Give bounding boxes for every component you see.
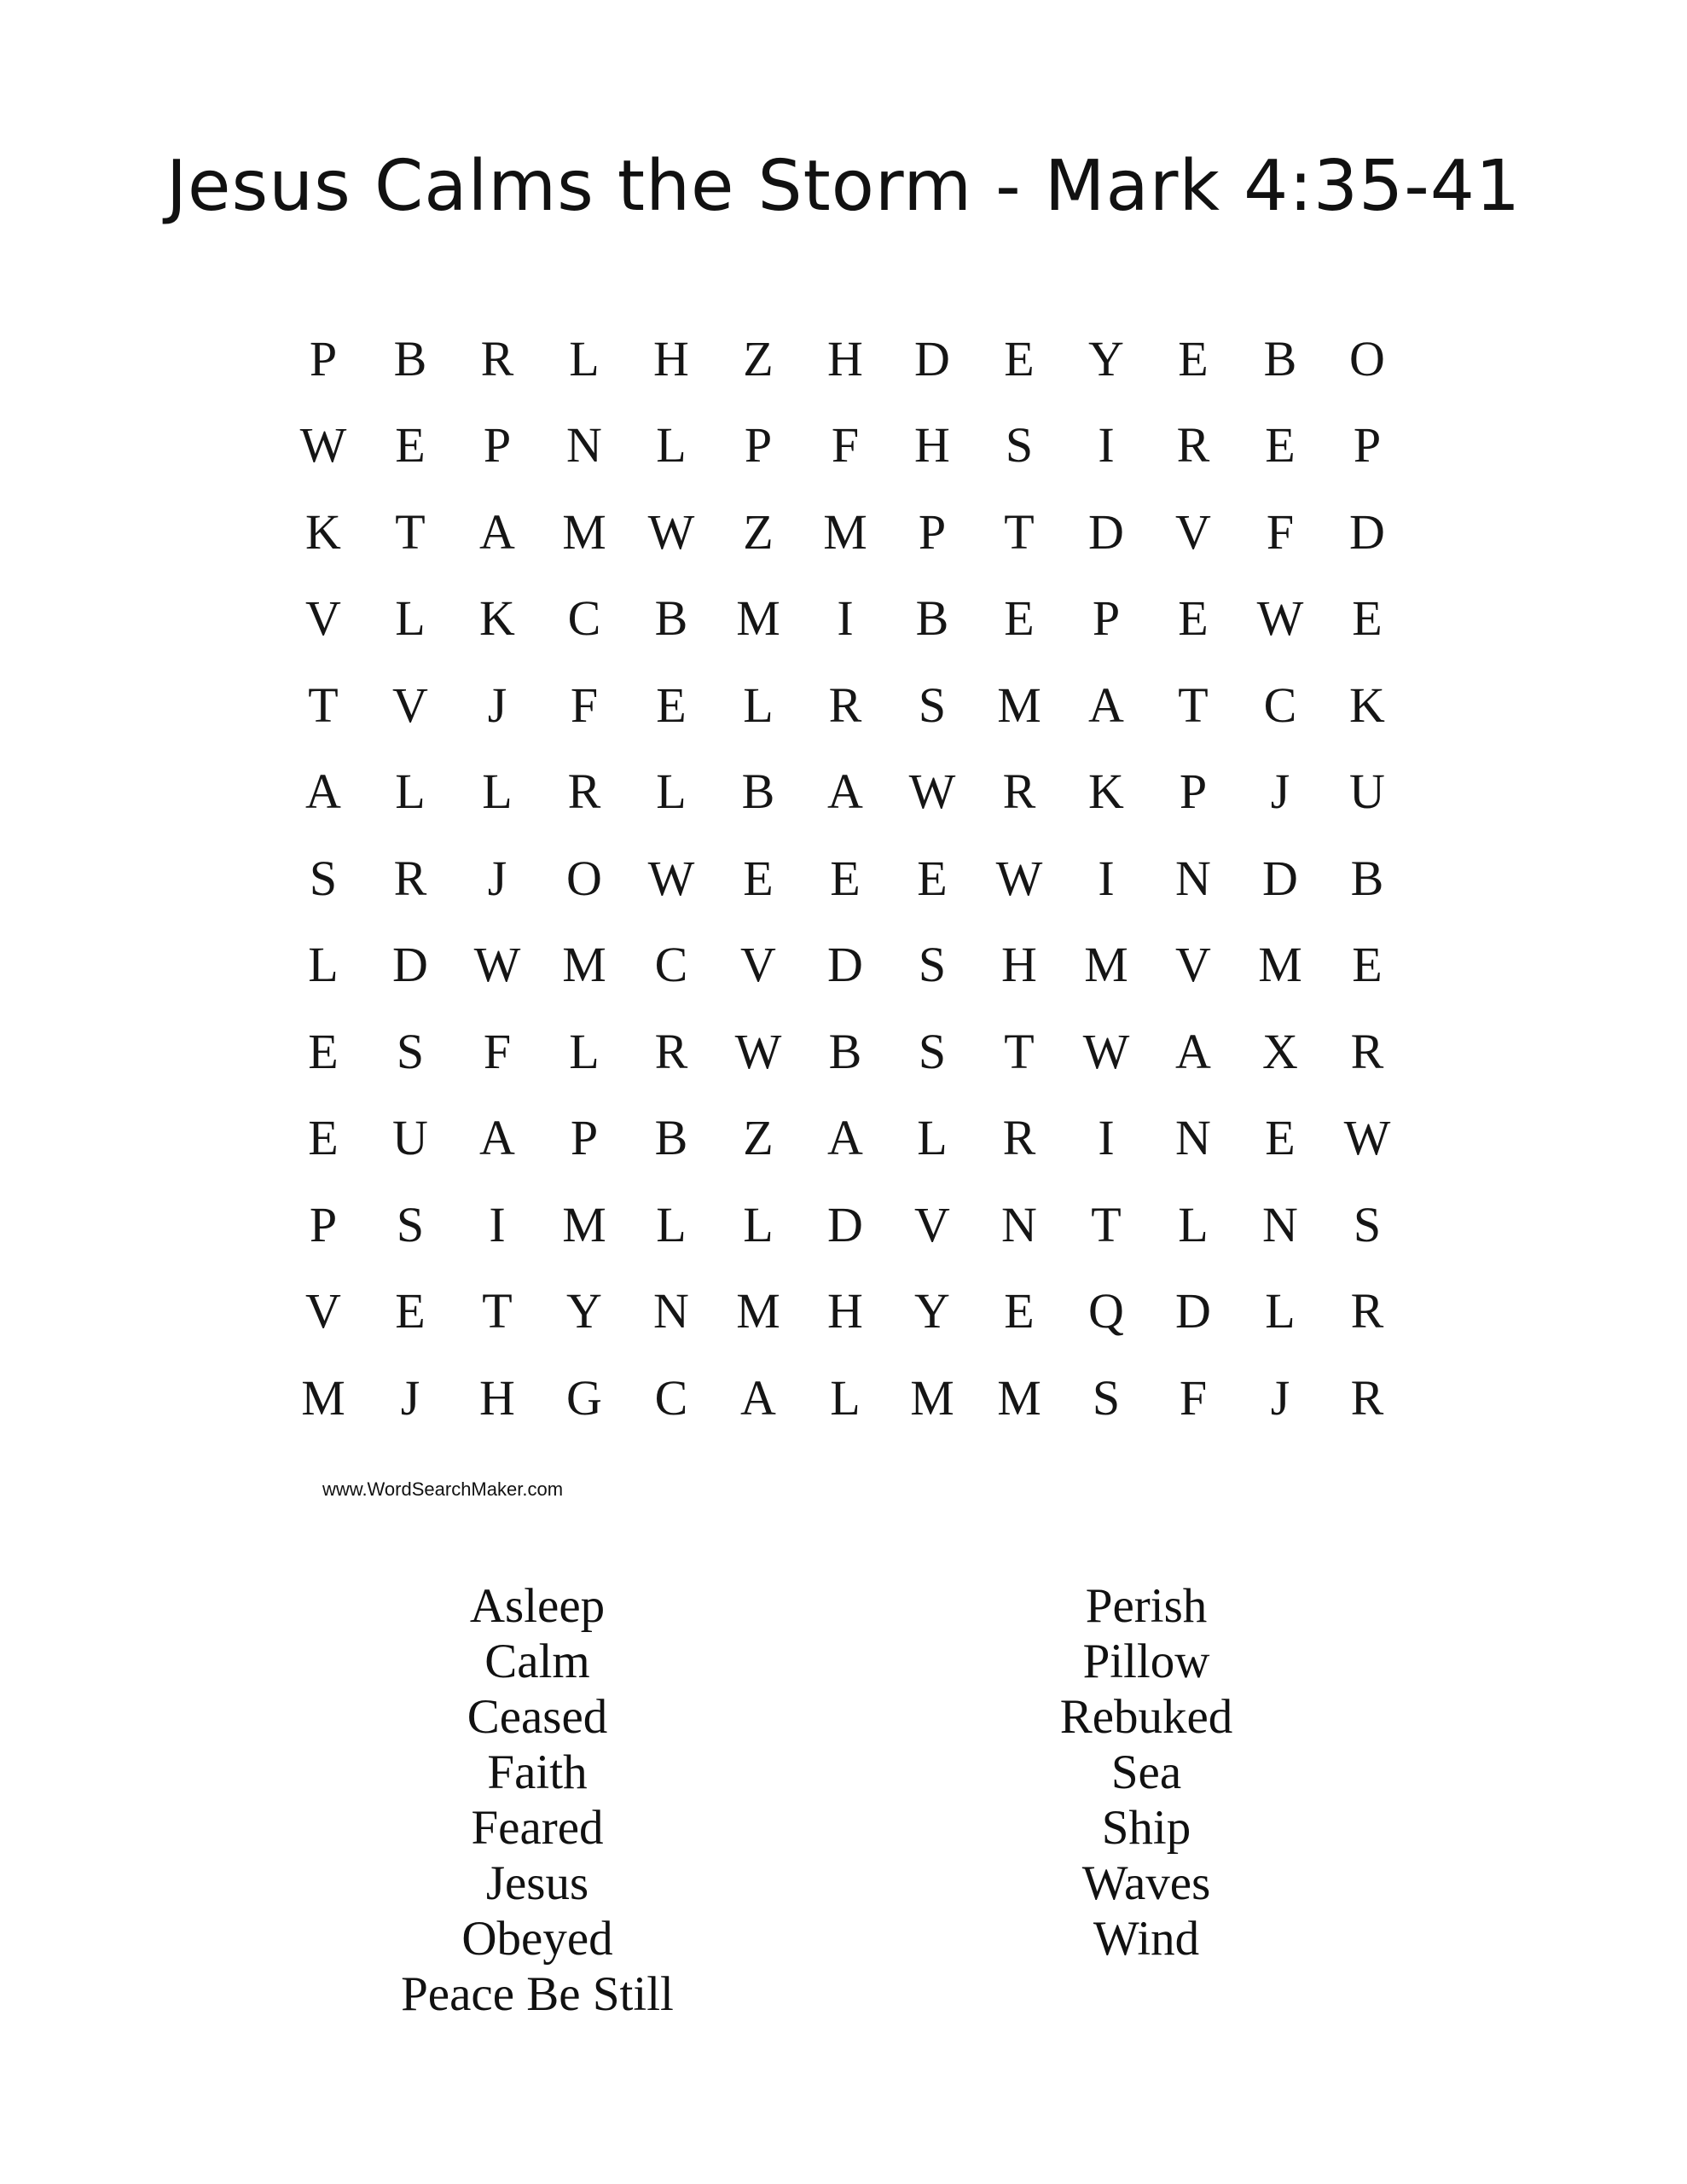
grid-cell: S	[1005, 417, 1034, 473]
grid-cell: M	[562, 937, 606, 993]
grid-cell: C	[654, 937, 688, 993]
grid-cell: I	[1098, 1110, 1115, 1166]
grid-cell: D	[1088, 503, 1124, 560]
grid-cell: D	[392, 937, 428, 993]
grid-cell: S	[918, 937, 947, 993]
word-list-item: Sea	[1110, 1745, 1182, 1799]
grid-cell: W	[473, 937, 521, 993]
grid-cell: U	[392, 1110, 428, 1166]
grid-cell: N	[1175, 1110, 1211, 1166]
grid-cell: K	[479, 590, 515, 647]
grid-cell: P	[918, 503, 947, 560]
grid-cell: Z	[743, 503, 774, 560]
grid-cell: V	[305, 1283, 341, 1339]
grid-cell: P	[744, 417, 773, 473]
grid-cell: W	[647, 503, 695, 560]
grid-cell: T	[395, 503, 426, 560]
grid-cell: H	[479, 1369, 515, 1426]
credit-text: www.WordSearchMaker.com	[322, 1478, 564, 1500]
grid-cell: W	[647, 850, 695, 906]
grid-cell: S	[918, 677, 947, 733]
grid-cell: P	[1179, 764, 1208, 820]
grid-cell: T	[1004, 503, 1035, 560]
grid-cell: D	[914, 330, 950, 386]
grid-cell: R	[1350, 1369, 1384, 1426]
grid-cell: K	[305, 503, 341, 560]
word-list-item: Faith	[487, 1745, 588, 1799]
grid-row	[280, 403, 1411, 490]
grid-cell: E	[1004, 330, 1035, 386]
grid-cell: W	[299, 417, 347, 473]
grid-cell: A	[1088, 677, 1124, 733]
grid-cell: L	[395, 590, 426, 647]
grid-cell: U	[1349, 764, 1385, 820]
grid-cell: W	[1082, 1023, 1130, 1079]
word-list-item: Waves	[1081, 1856, 1211, 1910]
grid-cell: M	[1258, 937, 1302, 993]
grid-cell: S	[1092, 1369, 1121, 1426]
grid-cell: E	[1178, 590, 1209, 647]
grid-cell: Y	[914, 1283, 950, 1339]
grid-cell: B	[654, 590, 688, 647]
grid-cell: R	[1002, 1110, 1036, 1166]
grid-row	[280, 1269, 1411, 1356]
grid-cell: H	[1001, 937, 1037, 993]
grid-cell: S	[918, 1023, 947, 1079]
grid-cell: T	[482, 1283, 513, 1339]
grid-cell: R	[1002, 764, 1036, 820]
grid-cell: K	[1088, 764, 1124, 820]
grid-cell: Q	[1088, 1283, 1124, 1339]
grid-cell: T	[308, 677, 339, 733]
grid-cell: J	[1270, 1369, 1290, 1426]
grid-cell: H	[827, 330, 863, 386]
grid-cell: G	[566, 1369, 602, 1426]
grid-cell: L	[1265, 1283, 1296, 1339]
grid-cell: L	[656, 1196, 687, 1252]
grid-cell: M	[1084, 937, 1128, 993]
grid-cell: H	[914, 417, 950, 473]
grid-cell: T	[1004, 1023, 1035, 1079]
grid-cell: L	[569, 330, 600, 386]
grid-row	[280, 1182, 1411, 1269]
grid-cell: E	[917, 850, 948, 906]
grid-cell: M	[736, 590, 780, 647]
word-list-item: Peace Be Still	[401, 1967, 674, 2021]
grid-cell: T	[1178, 677, 1209, 733]
grid-cell: L	[656, 764, 687, 820]
grid-cell: P	[570, 1110, 599, 1166]
grid-cell: S	[396, 1023, 425, 1079]
grid-cell: J	[487, 850, 507, 906]
grid-cell: L	[1178, 1196, 1209, 1252]
grid-cell: L	[569, 1023, 600, 1079]
word-list-item: Jesus	[485, 1856, 589, 1910]
word-list-left	[324, 1578, 751, 2022]
grid-cell: M	[997, 1369, 1041, 1426]
grid-cell: S	[1353, 1196, 1382, 1252]
grid-cell: R	[480, 330, 514, 386]
grid-cell: H	[653, 330, 689, 386]
grid-cell: F	[483, 1023, 512, 1079]
grid-cell: J	[487, 677, 507, 733]
word-list-item: Obeyed	[461, 1912, 613, 1966]
grid-cell: V	[1175, 503, 1211, 560]
grid-cell: D	[827, 1196, 863, 1252]
grid-cell: M	[736, 1283, 780, 1339]
grid-cell: F	[570, 677, 599, 733]
grid-cell: C	[654, 1369, 688, 1426]
grid-cell: N	[1175, 850, 1211, 906]
grid-cell: L	[656, 417, 687, 473]
grid-cell: M	[997, 677, 1041, 733]
grid-cell: B	[1263, 330, 1297, 386]
grid-cell: V	[392, 677, 428, 733]
page-title: Jesus Calms the Storm - Mark 4:35-41	[165, 146, 1522, 227]
grid-cell: D	[827, 937, 863, 993]
grid-cell: A	[479, 503, 515, 560]
grid-cell: I	[1098, 417, 1115, 473]
grid-cell: Z	[743, 1110, 774, 1166]
grid-cell: A	[479, 1110, 515, 1166]
word-list-item: Pillow	[1082, 1635, 1210, 1688]
grid-cell: J	[400, 1369, 420, 1426]
grid-cell: F	[1179, 1369, 1208, 1426]
grid-cell: E	[1352, 590, 1383, 647]
grid-cell: S	[396, 1196, 425, 1252]
grid-cell: D	[1349, 503, 1385, 560]
grid-cell: E	[743, 850, 774, 906]
grid-cell: K	[1349, 677, 1385, 733]
grid-cell: M	[562, 503, 606, 560]
grid-cell: N	[653, 1283, 689, 1339]
grid-cell: E	[308, 1110, 339, 1166]
grid-cell: C	[1263, 677, 1297, 733]
grid-cell: B	[828, 1023, 862, 1079]
word-list-item: Ceased	[467, 1690, 608, 1744]
grid-cell: V	[305, 590, 341, 647]
grid-cell: D	[1262, 850, 1298, 906]
grid-cell: L	[830, 1369, 861, 1426]
letter-grid	[280, 316, 1411, 1442]
grid-row	[280, 662, 1411, 749]
grid-cell: L	[743, 1196, 774, 1252]
grid-row	[280, 922, 1411, 1009]
word-list-item: Calm	[484, 1635, 590, 1688]
grid-cell: P	[309, 1196, 338, 1252]
grid-cell: W	[734, 1023, 782, 1079]
grid-cell: W	[1343, 1110, 1391, 1166]
grid-cell: L	[743, 677, 774, 733]
word-list-item: Ship	[1101, 1801, 1191, 1855]
grid-cell: L	[395, 764, 426, 820]
grid-cell: B	[654, 1110, 688, 1166]
grid-cell: W	[995, 850, 1043, 906]
grid-cell: P	[483, 417, 512, 473]
grid-cell: P	[1353, 417, 1382, 473]
grid-cell: E	[830, 850, 861, 906]
grid-cell: W	[908, 764, 956, 820]
grid-cell: V	[740, 937, 776, 993]
grid-cell: I	[837, 590, 854, 647]
word-list-right	[933, 1578, 1359, 1966]
grid-cell: H	[827, 1283, 863, 1339]
grid-cell: R	[393, 850, 427, 906]
grid-cell: E	[308, 1023, 339, 1079]
word-list-item: Perish	[1085, 1579, 1208, 1633]
grid-cell: S	[309, 850, 338, 906]
grid-cell: B	[393, 330, 427, 386]
grid-cell: L	[482, 764, 513, 820]
grid-cell: A	[1175, 1023, 1211, 1079]
grid-cell: M	[910, 1369, 954, 1426]
grid-cell: E	[1004, 1283, 1035, 1339]
grid-cell: W	[1256, 590, 1304, 647]
grid-cell: R	[1350, 1283, 1384, 1339]
grid-cell: Y	[1088, 330, 1124, 386]
grid-cell: R	[567, 764, 601, 820]
grid-cell: B	[915, 590, 949, 647]
grid-row	[280, 316, 1411, 403]
grid-cell: B	[1350, 850, 1384, 906]
grid-cell: R	[654, 1023, 688, 1079]
grid-cell: M	[823, 503, 867, 560]
grid-cell: E	[1265, 417, 1296, 473]
grid-cell: R	[1350, 1023, 1384, 1079]
grid-cell: F	[831, 417, 860, 473]
grid-cell: I	[489, 1196, 506, 1252]
grid-cell: Z	[743, 330, 774, 386]
grid-cell: E	[1265, 1110, 1296, 1166]
grid-cell: O	[1349, 330, 1385, 386]
grid-cell: N	[1001, 1196, 1037, 1252]
grid-cell: E	[395, 417, 426, 473]
grid-row	[280, 576, 1411, 663]
grid-cell: N	[566, 417, 602, 473]
grid-cell: I	[1098, 850, 1115, 906]
grid-cell: D	[1175, 1283, 1211, 1339]
grid-cell: C	[567, 590, 601, 647]
grid-cell: P	[1092, 590, 1121, 647]
grid-cell: Y	[566, 1283, 602, 1339]
grid-cell: A	[740, 1369, 776, 1426]
grid-cell: F	[1266, 503, 1295, 560]
grid-cell: X	[1262, 1023, 1298, 1079]
grid-cell: V	[1175, 937, 1211, 993]
grid-cell: A	[305, 764, 341, 820]
grid-cell: E	[1178, 330, 1209, 386]
grid-cell: A	[827, 1110, 863, 1166]
grid-cell: A	[827, 764, 863, 820]
grid-row	[280, 1008, 1411, 1095]
grid-row	[280, 1355, 1411, 1442]
grid-cell: B	[741, 764, 775, 820]
grid-cell: M	[301, 1369, 345, 1426]
grid-cell: J	[1270, 764, 1290, 820]
grid-cell: R	[828, 677, 862, 733]
word-list-item: Rebuked	[1059, 1690, 1233, 1744]
grid-row	[280, 835, 1411, 922]
grid-cell: R	[1176, 417, 1210, 473]
grid-cell: E	[1352, 937, 1383, 993]
grid-cell: L	[308, 937, 339, 993]
grid-row	[280, 489, 1411, 576]
grid-row	[280, 749, 1411, 836]
grid-cell: N	[1262, 1196, 1298, 1252]
grid-cell: M	[562, 1196, 606, 1252]
word-list-item: Feared	[471, 1801, 604, 1855]
grid-cell: L	[917, 1110, 948, 1166]
word-list-item: Asleep	[469, 1579, 606, 1633]
grid-row	[280, 1095, 1411, 1182]
grid-cell: V	[914, 1196, 950, 1252]
grid-cell: T	[1091, 1196, 1122, 1252]
grid-cell: O	[566, 850, 602, 906]
grid-cell: E	[395, 1283, 426, 1339]
grid-cell: E	[1004, 590, 1035, 647]
grid-cell: P	[309, 330, 338, 386]
grid-cell: E	[656, 677, 687, 733]
word-list-item: Wind	[1093, 1912, 1200, 1966]
